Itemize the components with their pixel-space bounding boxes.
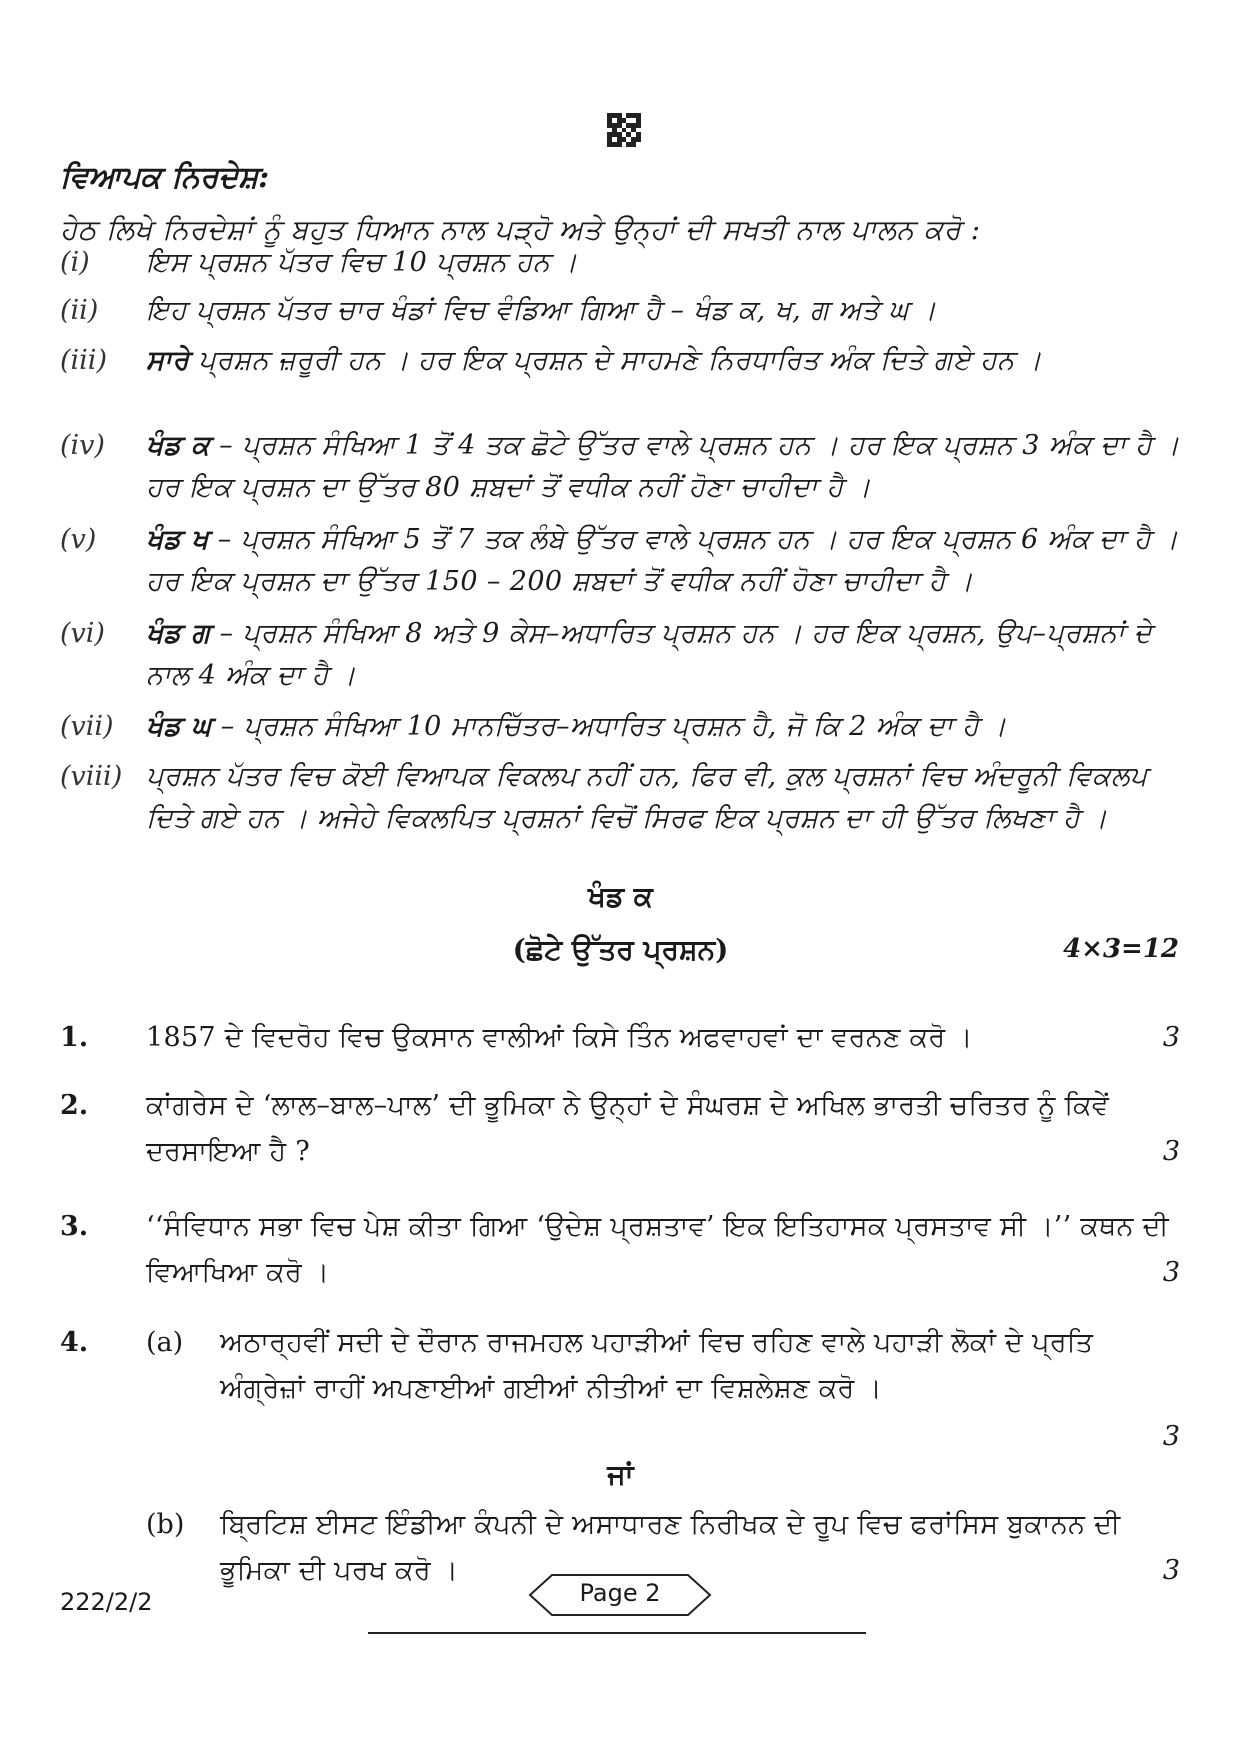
- instruction-number: (v): [60, 524, 97, 555]
- sub-question-label: (b): [146, 1509, 185, 1540]
- instructions-heading: ਵਿਆਪਕ ਨਿਰਦੇਸ਼:: [60, 160, 270, 195]
- section-title: ਖੰਡ ਕ: [588, 880, 653, 913]
- instruction-number: (vii): [60, 711, 114, 742]
- question-marks: 3: [1162, 1022, 1180, 1053]
- section-subtitle: (ਛੋਟੇ ਉੱਤਰ ਪ੍ਰਸ਼ਨ): [512, 933, 729, 966]
- instruction-text: ਪ੍ਰਸ਼ਨ ਪੱਤਰ ਵਿਚ ਕੋਈ ਵਿਆਪਕ ਵਿਕਲਪ ਨਹੀਂ ਹਨ, ਫਿਰ ਵੀ, ਕੁਲ ਪ੍ਰਸ਼ਨਾਂ ਵਿਚ ਅੰਦਰੂਨੀ ਵਿਕਲਪ ਦਿਤੇ ਗਏ ਹਨ । ਅਜੇਹੇ ਵਿਕਲਪਿਤ ਪ੍ਰਸ਼ਨਾਂ ਵਿਚੋਂ ਸਿਰਫ ਇਕ ਪ੍ਰਸ਼ਨ ਦਾ ਹੀ ਉੱਤਰ ਲਿਖਣਾ ਹੈ ।: [146, 761, 1148, 834]
- instruction-number: (vi): [60, 618, 105, 649]
- question-marks: 3: [1162, 1136, 1180, 1167]
- question-number: 1.: [60, 1022, 89, 1053]
- instructions-intro: ਹੇਠ ਲਿਖੇ ਨਿਰਦੇਸ਼ਾਂ ਨੂੰ ਬਹੁਤ ਧਿਆਨ ਨਾਲ ਪੜ੍ਹੋ ਅਤੇ ਉਨ੍ਹਾਂ ਦੀ ਸਖਤੀ ਨਾਲ ਪਾਲਨ ਕਰੋ :: [60, 213, 981, 246]
- question-text: ਅਠਾਰ੍ਹਵੀਂ ਸਦੀ ਦੇ ਦੌਰਾਨ ਰਾਜਮਹਲ ਪਹਾੜੀਆਂ ਵਿਚ ਰਹਿਣ ਵਾਲੇ ਪਹਾੜੀ ਲੋਕਾਂ ਦੇ ਪ੍ਰਤਿ ਅੰਗ੍ਰੇਜ਼ਾਂ ਰਾਹੀਂ ਅਪਣਾਈਆਂ ਗਈਆਂ ਨੀਤੀਆਂ ਦਾ ਵਿਸ਼ਲੇਸ਼ਣ ਕਰੋ ।: [220, 1327, 1094, 1404]
- question-number: 2.: [60, 1090, 89, 1121]
- question-text: ‘‘ਸੰਵਿਧਾਨ ਸਭਾ ਵਿਚ ਪੇਸ਼ ਕੀਤਾ ਗਿਆ ‘ਉਦੇਸ਼ ਪ੍ਰਸ਼ਤਾਵ’ ਇਕ ਇਤਿਹਾਸਕ ਪ੍ਰਸਤਾਵ ਸੀ ।’’ ਕਥਨ ਦੀ ਵਿਆਖਿਆ ਕਰੋ ।: [146, 1211, 1169, 1288]
- sub-question-label: (a): [146, 1327, 184, 1358]
- question-text: 1857 ਦੇ ਵਿਦਰੋਹ ਵਿਚ ਉਕਸਾਨ ਵਾਲੀਆਂ ਕਿਸੇ ਤਿੰਨ ਅਫਵਾਹਵਾਂ ਦਾ ਵਰਨਣ ਕਰੋ ।: [146, 1022, 973, 1053]
- instruction-text: – ਪ੍ਰਸ਼ਨ ਸੰਖਿਆ 8 ਅਤੇ 9 ਕੇਸ–ਅਧਾਰਿਤ ਪ੍ਰਸ਼ਨ ਹਨ । ਹਰ ਇਕ ਪ੍ਰਸ਼ਨ, ਉਪ–ਪ੍ਰਸ਼ਨਾਂ ਦੇ ਨਾਲ 4 ਅੰਕ ਦਾ ਹੈ ।: [146, 618, 1152, 691]
- question-marks: 3: [1162, 1257, 1180, 1288]
- page-number: Page 2: [579, 1579, 661, 1607]
- question-marks: 3: [1162, 1421, 1180, 1452]
- qr-code-icon: [607, 113, 641, 147]
- instruction-text: – ਪ੍ਰਸ਼ਨ ਸੰਖਿਆ 10 ਮਾਨਚਿੱਤਰ–ਅਧਾਰਿਤ ਪ੍ਰਸ਼ਨ ਹੈ, ਜੋ ਕਿ 2 ਅੰਕ ਦਾ ਹੈ ।: [211, 711, 1007, 742]
- footer-divider: [368, 1632, 866, 1634]
- or-label: ਜਾਂ: [607, 1458, 634, 1491]
- instruction-number: (ii): [60, 295, 99, 326]
- question-text: ਕਾਂਗਰੇਸ ਦੇ ‘ਲਾਲ–ਬਾਲ–ਪਾਲ’ ਦੀ ਭੂਮਿਕਾ ਨੇ ਉਨ੍ਹਾਂ ਦੇ ਸੰਘਰਸ਼ ਦੇ ਅਖਿਲ ਭਾਰਤੀ ਚਰਿਤਰ ਨੂੰ ਕਿਵੇਂ ਦਰਸਾਇਆ ਹੈ ?: [146, 1090, 1110, 1167]
- instruction-number: (i): [60, 247, 90, 278]
- instruction-number: (viii): [60, 761, 123, 792]
- question-number: 4.: [60, 1327, 89, 1358]
- instruction-text: – ਪ੍ਰਸ਼ਨ ਸੰਖਿਆ 1 ਤੋਂ 4 ਤਕ ਛੋਟੇ ਉੱਤਰ ਵਾਲੇ ਪ੍ਰਸ਼ਨ ਹਨ । ਹਰ ਇਕ ਪ੍ਰਸ਼ਨ 3 ਅੰਕ ਦਾ ਹੈ । ਹਰ ਇਕ ਪ੍ਰਸ਼ਨ ਦਾ ਉੱਤਰ 80 ਸ਼ਬਦਾਂ ਤੋਂ ਵਧੀਕ ਨਹੀਂ ਹੋਣਾ ਚਾਹੀਦਾ ਹੈ ।: [146, 430, 1180, 503]
- instruction-text: ਇਹ ਪ੍ਰਸ਼ਨ ਪੱਤਰ ਚਾਰ ਖੰਡਾਂ ਵਿਚ ਵੰਡਿਆ ਗਿਆ ਹੈ – ਖੰਡ ਕ, ਖ, ਗ ਅਤੇ ਘ ।: [146, 295, 937, 326]
- instruction-text: ਪ੍ਰਸ਼ਨ ਜ਼ਰੂਰੀ ਹਨ । ਹਰ ਇਕ ਪ੍ਰਸ਼ਨ ਦੇ ਸਾਹਮਣੇ ਨਿਰਧਾਰਿਤ ਅੰਕ ਦਿਤੇ ਗਏ ਹਨ ।: [189, 345, 1043, 376]
- question-number: 3.: [60, 1211, 89, 1242]
- page-number-badge: [528, 1573, 712, 1617]
- question-marks: 3: [1162, 1555, 1180, 1586]
- instruction-text: – ਪ੍ਰਸ਼ਨ ਸੰਖਿਆ 5 ਤੋਂ 7 ਤਕ ਲੰਬੇ ਉੱਤਰ ਵਾਲੇ ਪ੍ਰਸ਼ਨ ਹਨ । ਹਰ ਇਕ ਪ੍ਰਸ਼ਨ 6 ਅੰਕ ਦਾ ਹੈ । ਹਰ ਇਕ ਪ੍ਰਸ਼ਨ ਦਾ ਉੱਤਰ 150 – 200 ਸ਼ਬਦਾਂ ਤੋਂ ਵਧੀਕ ਨਹੀਂ ਹੋਣਾ ਚਾਹੀਦਾ ਹੈ ।: [146, 524, 1179, 597]
- section-marks-total: 4×3=12: [1063, 934, 1179, 964]
- question-text: ਬ੍ਰਿਟਿਸ਼ ਈਸਟ ਇੰਡੀਆ ਕੰਪਨੀ ਦੇ ਅਸਾਧਾਰਣ ਨਿਰੀਖਕ ਦੇ ਰੂਪ ਵਿਚ ਫਰਾਂਸਿਸ ਬੁਕਾਨਨ ਦੀ ਭੂਮਿਕਾ ਦੀ ਪਰਖ ਕਰੋ ।: [220, 1509, 1121, 1586]
- instruction-text: ਇਸ ਪ੍ਰਸ਼ਨ ਪੱਤਰ ਵਿਚ 10 ਪ੍ਰਸ਼ਨ ਹਨ ।: [146, 247, 578, 278]
- instruction-number: (iv): [60, 430, 105, 461]
- paper-code: 222/2/2: [60, 1588, 153, 1616]
- instruction-number: (iii): [60, 345, 107, 376]
